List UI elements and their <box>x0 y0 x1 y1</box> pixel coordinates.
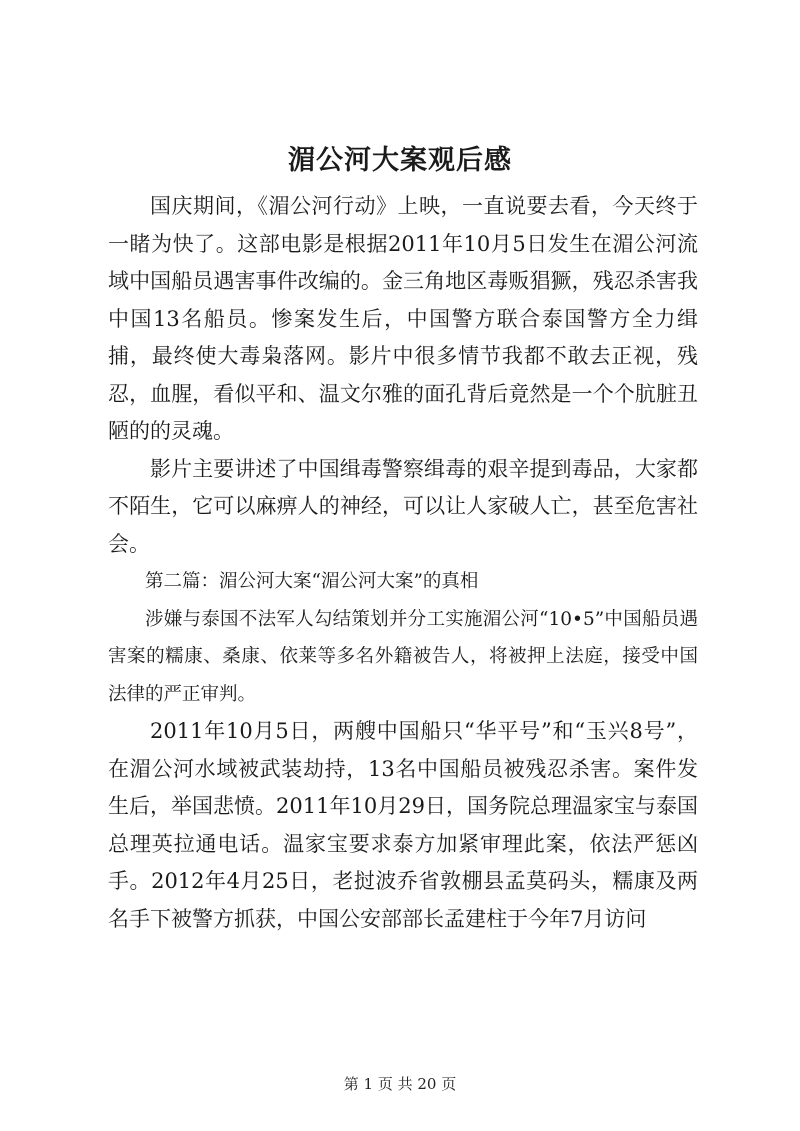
paragraph-3: 涉嫌与泰国不法军人勾结策划并分工实施湄公河“10•5”中国船员遇害案的糯康、桑康、依莱等多名外籍被告人，将被押上法庭，接受中国法律的严正审判。 <box>108 608 698 705</box>
page-title: 湄公河大案观后感 <box>288 145 512 176</box>
page-number-footer: 第 1 页 共 20 页 <box>343 1075 457 1093</box>
document-body <box>108 188 698 938</box>
section-heading: 第二篇：湄公河大案“湄公河大案”的真相 <box>145 571 479 592</box>
paragraph-4: 2011年10月5日，两艘中国船只“华平号”和“玉兴8号”，在湄公河水域被武装劫持，13名中国船员被残忍杀害。案件发生后，举国悲愤。2011年10月29日，国务院总理温家宝与泰国总理英拉通电话。温家宝要求泰方加紧审理此案，依法严惩凶手。2012年4月25日，老挝波乔省敦棚县孟莫码头，糯康及两名手下被警方抓获，中国公安部部长孟建柱于今年7月访问 <box>108 719 698 931</box>
paragraph-2: 影片主要讲述了中国缉毒警察缉毒的艰辛提到毒品，大家都不陌生，它可以麻痹人的神经，可以让人家破人亡，甚至危害社会。 <box>108 456 698 556</box>
paragraph-1: 国庆期间，《湄公河行动》上映，一直说要去看，今天终于一睹为快了。这部电影是根据2011年10月5日发生在湄公河流域中国船员遇害事件改编的。金三角地区毒贩猖獗，残忍杀害我中国13名船员。惨案发生后，中国警方联合泰国警方全力缉捕，最终使大毒枭落网。影片中很多情节我都不敢去正视，残忍，血腥，看似平和、温文尔雅的面孔背后竟然是一个个肮脏丑陋的的灵魂。 <box>108 194 698 443</box>
